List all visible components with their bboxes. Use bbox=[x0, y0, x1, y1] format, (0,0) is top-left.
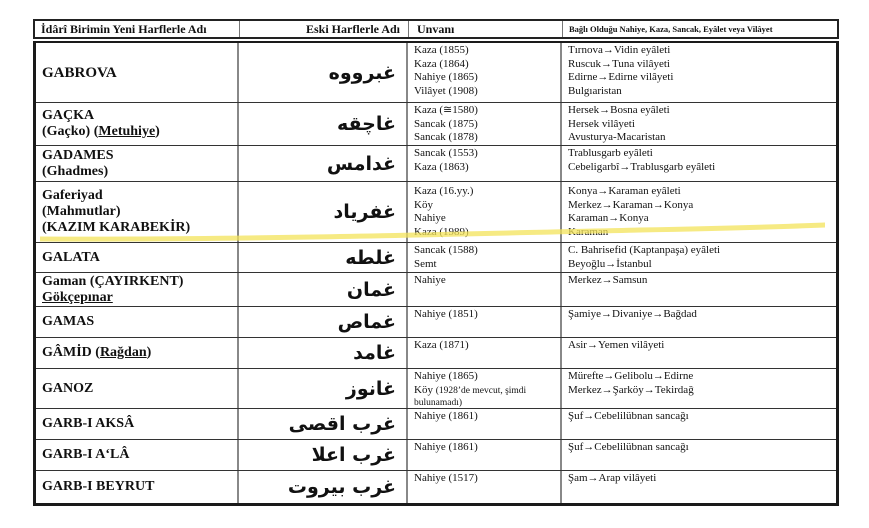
title-note: (1928’de mevcut, şimdi bbox=[435, 385, 527, 396]
title-cell bbox=[408, 338, 562, 368]
new-name-cell bbox=[36, 146, 239, 181]
affiliation-cell bbox=[562, 369, 836, 408]
title-line: Köy bbox=[414, 198, 433, 211]
title-line: Nahiye bbox=[414, 212, 446, 224]
old-name-cell: غرب اعلا bbox=[239, 440, 408, 470]
unit-alt-name: (Ghadmes) bbox=[42, 163, 109, 179]
title-line: Sancak (1588) bbox=[414, 244, 478, 256]
unit-name: Gaman (ÇAYIRKENT) bbox=[42, 273, 184, 289]
title-cell bbox=[408, 409, 562, 439]
new-name-cell bbox=[36, 307, 239, 337]
title-line: Sancak (1553) bbox=[414, 147, 478, 159]
table-row bbox=[36, 43, 836, 103]
table-header bbox=[33, 19, 839, 39]
table-body bbox=[33, 41, 839, 506]
old-name-cell: غفرياد bbox=[239, 182, 408, 242]
title-cell bbox=[408, 103, 562, 145]
title-line: Nahiye bbox=[414, 274, 446, 286]
affiliation-line: Beyoğlu→İstanbul bbox=[568, 257, 652, 270]
title-cell bbox=[408, 243, 562, 272]
new-name-cell bbox=[36, 273, 239, 306]
new-name-cell bbox=[36, 409, 239, 439]
table-row bbox=[36, 369, 836, 409]
table-row bbox=[36, 146, 836, 182]
affiliation-line: C. Bahrisefid (Kaptanpaşa) eyâleti bbox=[568, 244, 721, 256]
title-cell bbox=[408, 273, 562, 306]
unit-name: GALATA bbox=[42, 249, 100, 265]
title-line: Kaza (1855) bbox=[414, 44, 469, 56]
title-line: Nahiye (1861) bbox=[414, 410, 478, 422]
unit-alt-name: (Mahmutlar) bbox=[42, 204, 121, 219]
new-name-cell bbox=[36, 440, 239, 470]
title-cell bbox=[408, 369, 562, 408]
title-line: Nahiye (1865) bbox=[414, 370, 478, 382]
table-row bbox=[36, 307, 836, 338]
unit-name bbox=[42, 345, 231, 361]
affiliation-line: Tırnova→Vidin eyâleti bbox=[568, 44, 671, 56]
title-line: Nahiye (1517) bbox=[414, 472, 478, 484]
affiliation-line: Şamiye→Divaniye→Bağdad bbox=[568, 308, 697, 320]
name-text: GÂMİD ( bbox=[42, 345, 100, 360]
title-line: Nahiye (1865) bbox=[414, 71, 478, 83]
old-name-cell: غدامس bbox=[239, 146, 408, 181]
old-name-cell: غمان bbox=[239, 273, 408, 306]
title-line bbox=[414, 384, 554, 399]
old-name-cell: غلطه bbox=[239, 243, 408, 272]
title-cell bbox=[408, 440, 562, 470]
title-line: Nahiye (1861) bbox=[414, 441, 478, 453]
title-line: Kaza (1864) bbox=[414, 57, 469, 70]
affiliation-line: Cebeligarbî→Trablusgarb eyâleti bbox=[568, 160, 716, 173]
new-name-cell bbox=[36, 103, 239, 145]
unit-name: GARB-I AKSÂ bbox=[42, 416, 135, 431]
affiliation-line: Merkez→Şarköy→Tekirdağ bbox=[568, 383, 694, 396]
title-line: Kaza (≅1580) bbox=[414, 104, 478, 116]
new-name-cell bbox=[36, 182, 239, 242]
unit-name: GAÇKA bbox=[42, 108, 95, 123]
old-name-cell: غرب بيروت bbox=[239, 471, 408, 503]
affiliation-cell bbox=[562, 103, 836, 145]
unit-current-name: (KAZIM KARABEKİR) bbox=[42, 220, 191, 235]
title-cell bbox=[408, 471, 562, 503]
unit-name: GARB-I BEYRUT bbox=[42, 479, 155, 494]
affiliation-cell bbox=[562, 182, 836, 242]
unit-name: GABROVA bbox=[42, 64, 117, 81]
new-name-cell bbox=[36, 471, 239, 503]
header-affiliation: Bağlı Olduğu Nahiye, Kaza, Sancak, Eyâlet veya Vilâyet bbox=[569, 24, 773, 34]
affiliation-line: Karaman→Konya bbox=[568, 212, 649, 224]
affiliation-cell bbox=[562, 43, 836, 102]
new-name-cell bbox=[36, 369, 239, 408]
header-new-name: İdârî Birimin Yeni Harflerle Adı bbox=[35, 21, 240, 37]
title-line: Nahiye (1851) bbox=[414, 308, 478, 320]
table-row bbox=[36, 103, 836, 146]
title-line: Kaza (1863) bbox=[414, 160, 469, 173]
unit-name: GADAMES bbox=[42, 147, 114, 163]
old-name-cell: غاچقه bbox=[239, 103, 408, 145]
affiliation-cell bbox=[562, 243, 836, 272]
unit-alt-name: Gökçepınar bbox=[42, 289, 113, 305]
affiliation-line: Asir→Yemen vilâyeti bbox=[568, 339, 665, 351]
new-name-cell bbox=[36, 243, 239, 272]
affiliation-cell bbox=[562, 273, 836, 306]
old-name-cell: غبرووه bbox=[239, 43, 408, 102]
affiliation-line: Şuf→Cebelilübnan sancağı bbox=[568, 441, 689, 453]
unit-alt-name bbox=[42, 124, 231, 140]
alt-name-underlined: Metuhiye bbox=[98, 124, 156, 139]
table-row bbox=[36, 243, 836, 273]
alt-name-close: ) bbox=[155, 124, 160, 139]
affiliation-line: Mürefte→Gelibolu→Edirne bbox=[568, 370, 694, 382]
table-row bbox=[36, 338, 836, 369]
unit-name: Gaferiyad bbox=[42, 188, 103, 203]
table-row bbox=[36, 440, 836, 471]
new-name-cell bbox=[36, 43, 239, 102]
affiliation-line: Merkez→Samsun bbox=[568, 274, 648, 286]
alt-name-text: (Gaçko) ( bbox=[42, 124, 99, 139]
affiliation-line: Ruscuk→Tuna vilâyeti bbox=[568, 57, 670, 70]
old-name-cell: غامد bbox=[239, 338, 408, 368]
affiliation-cell bbox=[562, 307, 836, 337]
name-close: ) bbox=[146, 345, 152, 360]
header-old-name: Eski Harflerle Adı bbox=[240, 21, 409, 37]
title-line: Kaza (1871) bbox=[414, 339, 469, 351]
title-line: Sancak (1878) bbox=[414, 131, 478, 143]
affiliation-cell bbox=[562, 440, 836, 470]
affiliation-line: Trablusgarb eyâleti bbox=[568, 147, 653, 159]
new-name-cell bbox=[36, 338, 239, 368]
table-row bbox=[36, 471, 836, 503]
affiliation-line: Karaman bbox=[568, 225, 609, 238]
title-line: Kaza (1989) bbox=[414, 225, 469, 238]
affiliation-line: Şuf→Cebelilübnan sancağı bbox=[568, 410, 689, 422]
old-name-cell: غانوز bbox=[239, 369, 408, 408]
affiliation-cell bbox=[562, 146, 836, 181]
table-row bbox=[36, 182, 836, 243]
unit-name: GAMAS bbox=[42, 314, 95, 329]
affiliation-cell bbox=[562, 409, 836, 439]
unit-name: GANOZ bbox=[42, 380, 94, 396]
affiliation-line: Şam→Arap vilâyeti bbox=[568, 472, 657, 484]
old-name-cell: غرب اقصى bbox=[239, 409, 408, 439]
table-row bbox=[36, 273, 836, 307]
unit-name: GARB-I A‘LÂ bbox=[42, 447, 130, 462]
affiliation-line: Avusturya-Macaristan bbox=[568, 131, 666, 143]
affiliation-line: Hersek vilâyeti bbox=[568, 117, 635, 130]
gazetteer-table bbox=[33, 19, 839, 506]
title-cell bbox=[408, 307, 562, 337]
header-title: Unvanı bbox=[409, 21, 563, 37]
title-line: Sancak (1875) bbox=[414, 117, 478, 130]
affiliation-line: Edirne→Edirne vilâyeti bbox=[568, 71, 674, 83]
affiliation-line: Konya→Karaman eyâleti bbox=[568, 185, 681, 197]
alt-name-underlined: Rağdan bbox=[99, 345, 147, 360]
affiliation-cell bbox=[562, 338, 836, 368]
table-row bbox=[36, 409, 836, 440]
affiliation-line: Hersek→Bosna eyâleti bbox=[568, 104, 670, 116]
title-line: Kaza (16.yy.) bbox=[414, 185, 474, 197]
affiliation-line: Merkez→Karaman→Konya bbox=[568, 198, 694, 211]
affiliation-cell bbox=[562, 471, 836, 503]
title-cell bbox=[408, 182, 562, 242]
title-note-cont: bulunamadı) bbox=[414, 398, 463, 408]
title-line: Semt bbox=[414, 257, 437, 270]
title-type: Köy bbox=[414, 383, 433, 396]
title-cell bbox=[408, 43, 562, 102]
title-cell bbox=[408, 146, 562, 181]
affiliation-line: Bulgıaristan bbox=[568, 84, 622, 97]
old-name-cell: غماص bbox=[239, 307, 408, 337]
title-line: Vilâyet (1908) bbox=[414, 84, 478, 97]
